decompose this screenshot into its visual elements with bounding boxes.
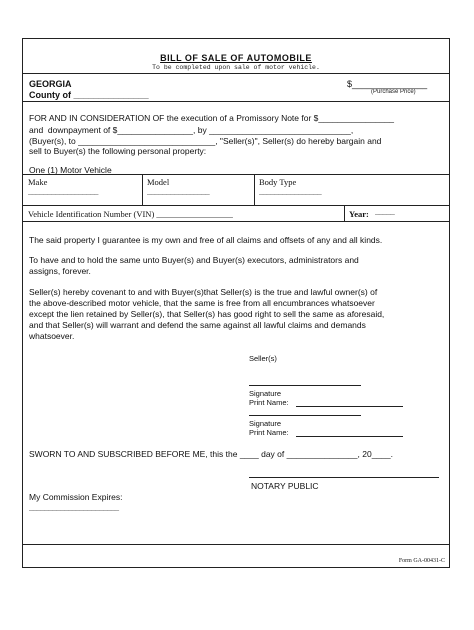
covenant-line-2: the above-described motor vehicle, that the same is free from all encumbrances whatsoever [29, 298, 375, 308]
notary-public-label: NOTARY PUBLIC [251, 481, 319, 491]
title-box [23, 39, 449, 74]
county-field[interactable]: County of _______________ [29, 90, 149, 100]
covenant-line-1: Seller(s) hereby covenant to and with Buyer(s)that Seller(s) is the true and lawful owner(s) of [29, 287, 378, 297]
body-type-label: Body Type [259, 177, 297, 187]
state-county-block [29, 79, 149, 101]
model-label: Model [147, 177, 170, 187]
make-label: Make [28, 177, 48, 187]
table-divider [142, 174, 143, 205]
year-label: Year: [349, 209, 369, 219]
seller-1-print-name-line[interactable] [296, 406, 403, 407]
seller-1-signature-label: Signature [249, 389, 282, 398]
purchase-price-field[interactable]: $_______________ [347, 79, 428, 89]
table-divider [254, 174, 255, 205]
seller-2-print-name-label: Print Name: [249, 428, 289, 437]
vin-row-top [23, 205, 449, 206]
commission-expires-field[interactable]: _______________________ [29, 505, 119, 513]
body-type-field[interactable]: ________________ [259, 189, 322, 197]
form-number: Form GA-00431-C [398, 558, 445, 564]
sworn-statement: SWORN TO AND SUBSCRIBED BEFORE ME, this the ____ day of _______________, 20____. [29, 449, 393, 459]
sellers-label: Seller(s) [249, 354, 277, 363]
consideration-line-4: sell to Buyer(s) the following personal property: [29, 146, 207, 156]
consideration-line-2: and downpayment of $________________, by ______________________________, [29, 125, 354, 135]
bill-of-sale-form [22, 38, 450, 568]
seller-2-signature-label: Signature [249, 419, 282, 428]
form-title: BILL OF SALE OF AUTOMOBILE [160, 53, 312, 63]
vehicle-count: One (1) Motor Vehicle [29, 165, 112, 175]
table-divider [344, 205, 345, 221]
notary-signature-line[interactable] [249, 477, 439, 478]
to-have-line-2: assigns, forever. [29, 266, 91, 276]
vin-field[interactable]: Vehicle Identification Number (VIN) __________________ [28, 209, 233, 219]
vehicle-table-top [23, 174, 449, 175]
to-have-line-1: To have and to hold the same unto Buyer(s) and Buyer(s) executors, administrators and [29, 255, 359, 265]
consideration-line-1: FOR AND IN CONSIDERATION OF the execution of a Promissory Note for $________________ [29, 113, 395, 123]
seller-1-print-name-label: Print Name: [249, 398, 289, 407]
form-subtitle: To be completed upon sale of motor vehicle. [152, 64, 320, 71]
seller-1-signature-line[interactable] [249, 385, 361, 386]
footer-divider [23, 544, 449, 545]
seller-2-signature-line[interactable] [249, 415, 361, 416]
consideration-line-3: (Buyer(s), to _____________________________, "Seller(s)", Seller(s) do hereby bargain and [29, 136, 382, 146]
state-label: GEORGIA [29, 79, 72, 89]
guarantee-text: The said property I guarantee is my own and free of all claims and offsets of any and all kinds. [29, 235, 383, 245]
purchase-price-caption: (Purchase Price) [371, 89, 416, 95]
seller-2-print-name-line[interactable] [296, 436, 403, 437]
divider [23, 101, 449, 102]
make-field[interactable]: __________________ [28, 189, 99, 197]
covenant-line-5: whatsoever. [29, 331, 75, 341]
year-field[interactable]: _____ [375, 209, 395, 217]
vin-row-bottom [23, 221, 449, 222]
commission-expires-label: My Commission Expires: [29, 492, 123, 502]
covenant-line-3: except the lien retained by Seller(s), that Seller(s) has good right to sell the same as aforesaid, [29, 309, 385, 319]
model-field[interactable]: ________________ [147, 189, 210, 197]
covenant-line-4: and that Seller(s) will warrant and defend the same against all lawful claims and demands [29, 320, 366, 330]
